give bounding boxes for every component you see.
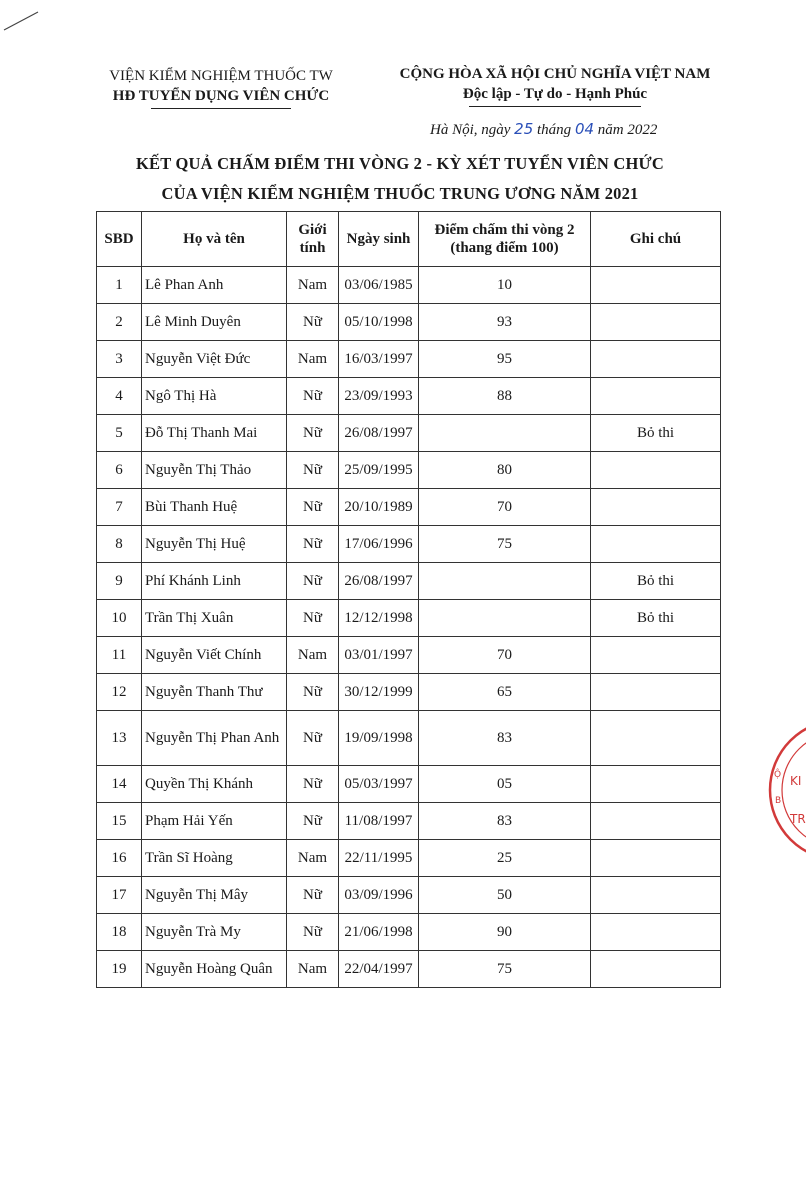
cell-name: Nguyễn Việt Đức: [142, 341, 287, 378]
date-day: 25: [514, 120, 534, 138]
cell-sbd: 18: [97, 914, 142, 951]
table-row: [97, 600, 721, 637]
cell-dob: 05/10/1998: [339, 304, 419, 341]
cell-name: Lê Phan Anh: [142, 267, 287, 304]
national-heading-block: [380, 64, 730, 107]
document-date: [430, 120, 657, 139]
table-header-row: [97, 212, 721, 267]
table-row: [97, 304, 721, 341]
cell-note: [591, 378, 721, 415]
cell-gender: Nữ: [287, 711, 339, 766]
cell-name: Bùi Thanh Huệ: [142, 489, 287, 526]
cell-sbd: 2: [97, 304, 142, 341]
cell-score: 10: [419, 267, 591, 304]
cell-score: 65: [419, 674, 591, 711]
cell-note: [591, 803, 721, 840]
table-row: [97, 341, 721, 378]
cell-name: Quyền Thị Khánh: [142, 766, 287, 803]
cell-note: [591, 526, 721, 563]
cell-gender: Nữ: [287, 600, 339, 637]
table-row: [97, 803, 721, 840]
cell-dob: 03/01/1997: [339, 637, 419, 674]
cell-dob: 23/09/1993: [339, 378, 419, 415]
cell-score: 70: [419, 489, 591, 526]
cell-gender: Nữ: [287, 563, 339, 600]
table-row: [97, 766, 721, 803]
cell-note: [591, 951, 721, 988]
cell-dob: 22/04/1997: [339, 951, 419, 988]
table-row: [97, 711, 721, 766]
cell-score: 83: [419, 711, 591, 766]
table-row: [97, 637, 721, 674]
date-prefix: Hà Nội, ngày: [430, 122, 511, 138]
cell-dob: 21/06/1998: [339, 914, 419, 951]
cell-score: 05: [419, 766, 591, 803]
cell-sbd: 12: [97, 674, 142, 711]
svg-text:Ộ: Ộ: [774, 770, 782, 780]
header-sbd: SBD: [97, 212, 142, 267]
cell-gender: Nữ: [287, 526, 339, 563]
cell-dob: 26/08/1997: [339, 415, 419, 452]
issuing-authority-block: [96, 66, 346, 109]
table-row: [97, 378, 721, 415]
header-gender-line-1: Giới: [298, 222, 327, 238]
national-motto: Độc lập - Tự do - Hạnh Phúc: [462, 86, 648, 102]
cell-note: [591, 840, 721, 877]
cell-note: [591, 711, 721, 766]
cell-name: Phí Khánh Linh: [142, 563, 287, 600]
divider: [469, 106, 641, 107]
cell-note: [591, 267, 721, 304]
cell-dob: 26/08/1997: [339, 563, 419, 600]
date-month: 04: [574, 120, 595, 138]
cell-sbd: 19: [97, 951, 142, 988]
header-score-line-2: (thang điểm 100): [450, 240, 559, 256]
organization-name: VIỆN KIỂM NGHIỆM THUỐC TW: [109, 68, 333, 84]
header-gender-line-2: tính: [299, 240, 326, 256]
header-score-line-1: Điểm chấm thi vòng 2: [434, 222, 575, 238]
cell-gender: Nữ: [287, 489, 339, 526]
cell-dob: 22/11/1995: [339, 840, 419, 877]
table-row: [97, 489, 721, 526]
cell-sbd: 14: [97, 766, 142, 803]
table-row: [97, 267, 721, 304]
cell-dob: 16/03/1997: [339, 341, 419, 378]
cell-dob: 17/06/1996: [339, 526, 419, 563]
cell-sbd: 10: [97, 600, 142, 637]
cell-sbd: 9: [97, 563, 142, 600]
red-seal-stamp: [760, 715, 806, 865]
cell-note: Bỏ thi: [591, 415, 721, 452]
cell-sbd: 8: [97, 526, 142, 563]
document-title-line-1: KẾT QUẢ CHẤM ĐIỂM THI VÒNG 2 - KỲ XÉT TUYỂN VIÊN CHỨC: [136, 154, 664, 173]
table-row: [97, 951, 721, 988]
cell-dob: 05/03/1997: [339, 766, 419, 803]
cell-note: Bỏ thi: [591, 563, 721, 600]
cell-score: 50: [419, 877, 591, 914]
cell-note: [591, 452, 721, 489]
cell-gender: Nam: [287, 637, 339, 674]
cell-note: [591, 766, 721, 803]
cell-dob: 30/12/1999: [339, 674, 419, 711]
cell-gender: Nữ: [287, 452, 339, 489]
cell-sbd: 17: [97, 877, 142, 914]
cell-name: Phạm Hải Yến: [142, 803, 287, 840]
pen-stroke-mark: [2, 8, 42, 32]
cell-name: Đỗ Thị Thanh Mai: [142, 415, 287, 452]
table-row: [97, 877, 721, 914]
cell-name: Nguyễn Viết Chính: [142, 637, 287, 674]
cell-note: [591, 304, 721, 341]
cell-gender: Nữ: [287, 877, 339, 914]
cell-name: Lê Minh Duyên: [142, 304, 287, 341]
svg-text:KI: KI: [790, 774, 802, 788]
cell-sbd: 5: [97, 415, 142, 452]
cell-name: Nguyễn Thị Huệ: [142, 526, 287, 563]
document-title-line-2: CỦA VIỆN KIỂM NGHIỆM THUỐC TRUNG ƯƠNG NĂM 2021: [161, 184, 639, 203]
table-row: [97, 526, 721, 563]
cell-dob: 19/09/1998: [339, 711, 419, 766]
header-gender: [287, 212, 339, 267]
cell-score: 70: [419, 637, 591, 674]
cell-sbd: 15: [97, 803, 142, 840]
cell-note: [591, 489, 721, 526]
cell-score: 83: [419, 803, 591, 840]
date-month-label: tháng: [537, 122, 572, 138]
cell-dob: 12/12/1998: [339, 600, 419, 637]
svg-text:B: B: [775, 796, 782, 806]
cell-gender: Nam: [287, 840, 339, 877]
cell-note: [591, 341, 721, 378]
cell-sbd: 13: [97, 711, 142, 766]
cell-score: [419, 415, 591, 452]
cell-gender: Nữ: [287, 415, 339, 452]
table-row: [97, 840, 721, 877]
date-year: năm 2022: [597, 122, 658, 138]
cell-gender: Nam: [287, 951, 339, 988]
cell-dob: 11/08/1997: [339, 803, 419, 840]
svg-text:TR: TR: [790, 812, 806, 826]
table-row: [97, 914, 721, 951]
cell-dob: 03/06/1985: [339, 267, 419, 304]
header-dob: Ngày sinh: [339, 212, 419, 267]
table-row: [97, 415, 721, 452]
cell-score: 25: [419, 840, 591, 877]
cell-dob: 20/10/1989: [339, 489, 419, 526]
cell-name: Nguyễn Thị Phan Anh: [142, 711, 287, 766]
country-name: CỘNG HÒA XÃ HỘI CHỦ NGHĨA VIỆT NAM: [399, 66, 711, 82]
cell-score: [419, 563, 591, 600]
results-table: [96, 211, 721, 988]
cell-gender: Nữ: [287, 674, 339, 711]
cell-score: 90: [419, 914, 591, 951]
cell-score: 80: [419, 452, 591, 489]
cell-sbd: 6: [97, 452, 142, 489]
cell-sbd: 3: [97, 341, 142, 378]
header-note: Ghi chú: [591, 212, 721, 267]
cell-gender: Nam: [287, 341, 339, 378]
cell-note: [591, 877, 721, 914]
cell-name: Nguyễn Thanh Thư: [142, 674, 287, 711]
cell-score: 93: [419, 304, 591, 341]
cell-sbd: 16: [97, 840, 142, 877]
cell-name: Ngô Thị Hà: [142, 378, 287, 415]
cell-gender: Nam: [287, 267, 339, 304]
cell-sbd: 1: [97, 267, 142, 304]
header-name: Họ và tên: [142, 212, 287, 267]
cell-score: [419, 600, 591, 637]
table-row: [97, 563, 721, 600]
cell-name: Trần Thị Xuân: [142, 600, 287, 637]
cell-sbd: 4: [97, 378, 142, 415]
cell-name: Nguyễn Thị Thảo: [142, 452, 287, 489]
cell-note: [591, 637, 721, 674]
cell-name: Nguyễn Hoàng Quân: [142, 951, 287, 988]
cell-name: Nguyễn Thị Mây: [142, 877, 287, 914]
table-row: [97, 452, 721, 489]
divider: [151, 108, 291, 109]
board-name: HĐ TUYỂN DỤNG VIÊN CHỨC: [112, 88, 330, 104]
cell-score: 75: [419, 951, 591, 988]
cell-score: 75: [419, 526, 591, 563]
cell-note: Bỏ thi: [591, 600, 721, 637]
table-row: [97, 674, 721, 711]
cell-gender: Nữ: [287, 914, 339, 951]
cell-dob: 25/09/1995: [339, 452, 419, 489]
cell-dob: 03/09/1996: [339, 877, 419, 914]
cell-sbd: 7: [97, 489, 142, 526]
cell-score: 88: [419, 378, 591, 415]
cell-sbd: 11: [97, 637, 142, 674]
header-score: [419, 212, 591, 267]
cell-gender: Nữ: [287, 304, 339, 341]
cell-name: Nguyễn Trà My: [142, 914, 287, 951]
cell-name: Trần Sĩ Hoàng: [142, 840, 287, 877]
cell-gender: Nữ: [287, 766, 339, 803]
cell-gender: Nữ: [287, 803, 339, 840]
cell-note: [591, 914, 721, 951]
cell-note: [591, 674, 721, 711]
cell-gender: Nữ: [287, 378, 339, 415]
cell-score: 95: [419, 341, 591, 378]
